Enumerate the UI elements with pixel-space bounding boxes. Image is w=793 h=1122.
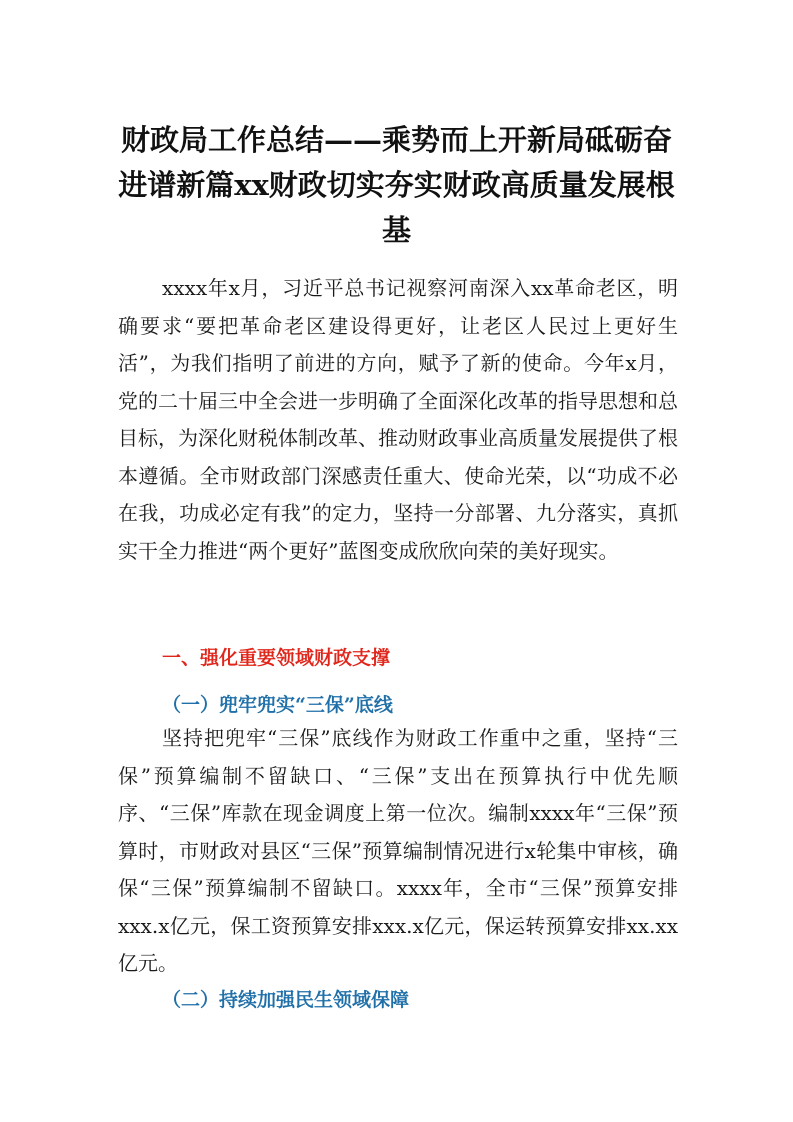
section-heading-1: 一、强化重要领域财政支撑 — [162, 647, 391, 669]
intro-paragraph: xxxx年x月，习近平总书记视察河南深入xx革命老区，明确要求“要把革命老区建设得更好，让老区人民过上更好生活”，为我们指明了前进的方向，赋予了新的使命。今年x月，党的二十届三中全会进一步明确了全面深化改革的指导思想和总目标，为深化财税体制改革、推动财政事业高质量发展提供了根本遵循。全市财政部门深感责任重大、使命光荣，以“功成不必在我，功成必定有我”的定力，坚持一分部署、九分落实，真抓实干全力推进“两个更好”蓝图变成欣欣向荣的美好现实。 — [118, 276, 678, 563]
subsection-heading-2: （二）持续加强民生领域保障 — [162, 989, 410, 1011]
document-title: 财政局工作总结——乘势而上开新局砥砺奋进谱新篇xx财政切实夯实财政高质量发展根基 — [118, 123, 675, 247]
subsection-1-paragraph: 坚持把兜牢“三保”底线作为财政工作重中之重，坚持“三保”预算编制不留缺口、“三保”支出在预算执行中优先顺序、“三保”库款在现金调度上第一位次。编制xxxx年“三保”预算时，市财政对县区“三保”预算编制情况进行x轮集中审核，确保“三保”预算编制不留缺口。xxxx年，全市“三保”预算安排xxx.x亿元，保工资预算安排xxx.x亿元，保运转预算安排xx.xx亿元。 — [118, 726, 678, 975]
subsection-heading-1: （一）兜牢兜实“三保”底线 — [162, 694, 393, 716]
